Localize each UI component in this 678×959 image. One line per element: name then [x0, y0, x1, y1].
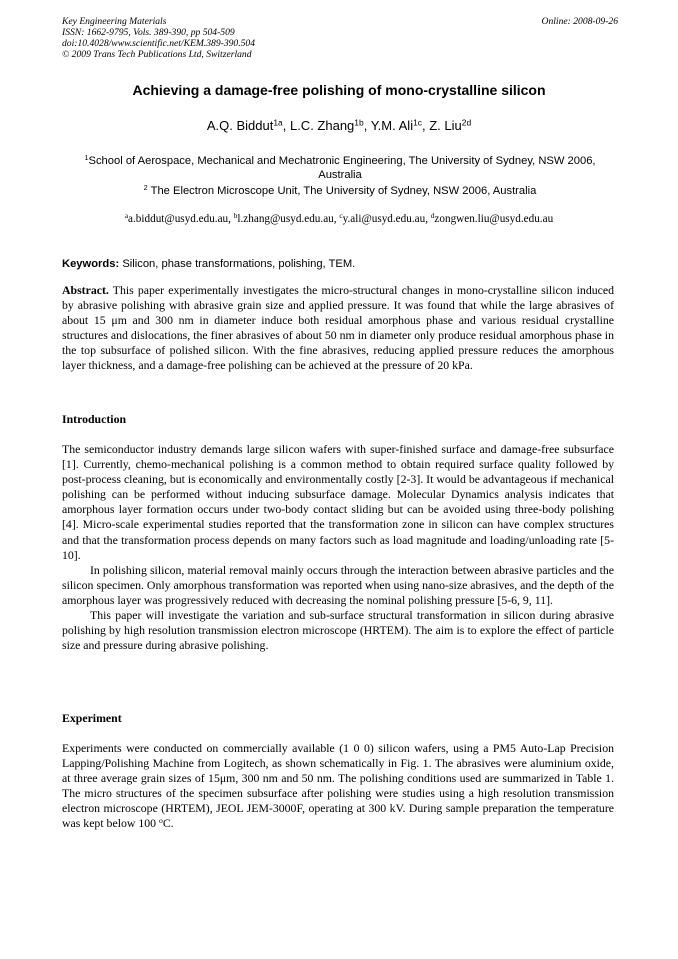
paragraph: The semiconductor industry demands large silicon wafers with super-finished surface and damage-free subsurface [1]. Currently, chemo-mechanical polishing is a common method to obtain required surface quality followed by post-process cleaning, but is economically and environmentally costly [2-3]. It would be advantageous if mechanical polishing can be performed without inducing subsurface damage. Molecular Dynamics analysis indicates that amorphous layer formation occurs under two-body contact sliding but can be avoided using three-body polishing [4]. Micro-scale experimental studies reported that the transformation zone in silicon can have complex structures and that the transformation process depends on many factors such as load magnitude and loading/unloading rate [5-10]. [62, 442, 614, 562]
affiliation-1 [62, 154, 618, 182]
section-heading-experiment: Experiment [62, 711, 122, 725]
author-name: Z. Liu [429, 118, 462, 133]
degree-sup: o [158, 816, 163, 826]
keywords-text: Silicon, phase transformations, polishing, TEM. [122, 258, 356, 270]
author-name: A.Q. Biddut [206, 118, 274, 133]
email-sup: a [124, 212, 129, 220]
keywords-label: Keywords: [62, 258, 120, 270]
author-sup: 2d [461, 117, 472, 128]
email-sup: b [233, 212, 238, 220]
doi-line: doi:10.4028/www.scientific.net/KEM.389-390.504 [62, 38, 256, 49]
email-address: a.biddut@usyd.edu.au [128, 213, 229, 225]
section-heading-introduction: Introduction [62, 412, 127, 426]
email-address: zongwen.liu@usyd.edu.au [434, 213, 554, 225]
paragraph [62, 741, 614, 832]
affiliation-sup: 1 [84, 153, 89, 162]
email-sup: d [430, 212, 435, 220]
author-name: Y.M. Ali [370, 118, 414, 133]
abstract-label: Abstract. [62, 283, 109, 297]
affiliation-text: The Electron Microscope Unit, The University of Sydney, NSW 2006, Australia [150, 185, 537, 197]
abstract [62, 283, 614, 374]
email-sup: c [339, 212, 343, 220]
experiment-text: Experiments were conducted on commercially available (1 0 0) silicon wafers, using a PM5 Auto-Lap Precision Lapping/Polishing Machine from Logitech, as shown schematically in Fig. 1. The abrasives were aluminium oxide, at three average grain sizes of 15μm, 300 nm and 50 nm. The polishing conditions used are summarized in Table 1. The micro structures of the specimen subsurface after polishing were studies using a high resolution transmission electron microscope (HRTEM), JEOL JEM-3000F, operating at 300 kV. During sample preparation the temperature was kept below 100 [62, 741, 614, 831]
author-list: A.Q. Biddut$^{1a}$, L.C. Zhang$^{1b}$, Y.M. Ali$^{1c}$, Z. Liu$^{2d}$ [206, 117, 472, 133]
author-sup: 1a [273, 117, 283, 128]
introduction-body [62, 442, 614, 653]
email-list: $^a$a.biddut@usyd.edu.au, $^b$l.zhang@usyd.edu.au, $^c$y.ali@usyd.edu.au, $^d$zongwen.liu@usyd.edu.au [124, 212, 554, 225]
paragraph: In polishing silicon, material removal mainly occurs through the interaction between abrasive particles and the silicon specimen. Only amorphous transformation was reported when using nano-size abrasives, and the depth of the amorphous layer was progressively reduced with decreasing the nominal polishing pressure [5-6, 9, 11]. [62, 562, 614, 607]
keywords [62, 258, 618, 270]
affiliation-2 [62, 184, 618, 198]
temperature-unit: C. [162, 816, 174, 831]
email-address: l.zhang@usyd.edu.au [237, 213, 334, 225]
author-sup: 1c [413, 117, 422, 128]
author-name: L.C. Zhang [289, 118, 355, 133]
experiment-body [62, 741, 614, 832]
author-sup: 1b [354, 117, 364, 128]
abstract-text: This paper experimentally investigates the micro-structural changes in mono-crystalline silicon induced by abrasive polishing with abrasive grain size and applied pressure. It was found that while the large abrasives of about 15 μm and 300 nm in diameter induce both residual amorphous phase and various residual crystalline structures and dislocations, the finer abrasives of about 50 nm in diameter only produce residual amorphous phase in the top subsurface of polished silicon. With the fine abrasives, reducing applied pressure reduces the amorphous layer thickness, and a damage-free polishing can be achieved at the pressure of 20 kPa. [62, 283, 614, 373]
journal-name: Key Engineering Materials [62, 16, 167, 27]
email-address: y.ali@usyd.edu.au [342, 213, 426, 225]
copyright-line: © 2009 Trans Tech Publications Ltd, Switzerland [62, 49, 252, 60]
journal-header [62, 16, 618, 60]
paragraph: This paper will investigate the variation and sub-surface structural transformation in silicon during abrasive polishing by high resolution transmission electron microscope (HRTEM). The aim is to explore the effect of particle size and pressure during abrasive polishing. [62, 608, 614, 653]
affiliation-text: School of Aerospace, Mechanical and Mechatronic Engineering, The University of Sydney, NSW 2006, Australia [88, 155, 596, 181]
online-date: Online: 2008-09-26 [541, 16, 618, 27]
paper-title: Achieving a damage-free polishing of mono-crystalline silicon [132, 82, 546, 98]
affiliation-sup: 2 [143, 183, 148, 192]
issn-line: ISSN: 1662-9795, Vols. 389-390, pp 504-509 [62, 27, 235, 38]
